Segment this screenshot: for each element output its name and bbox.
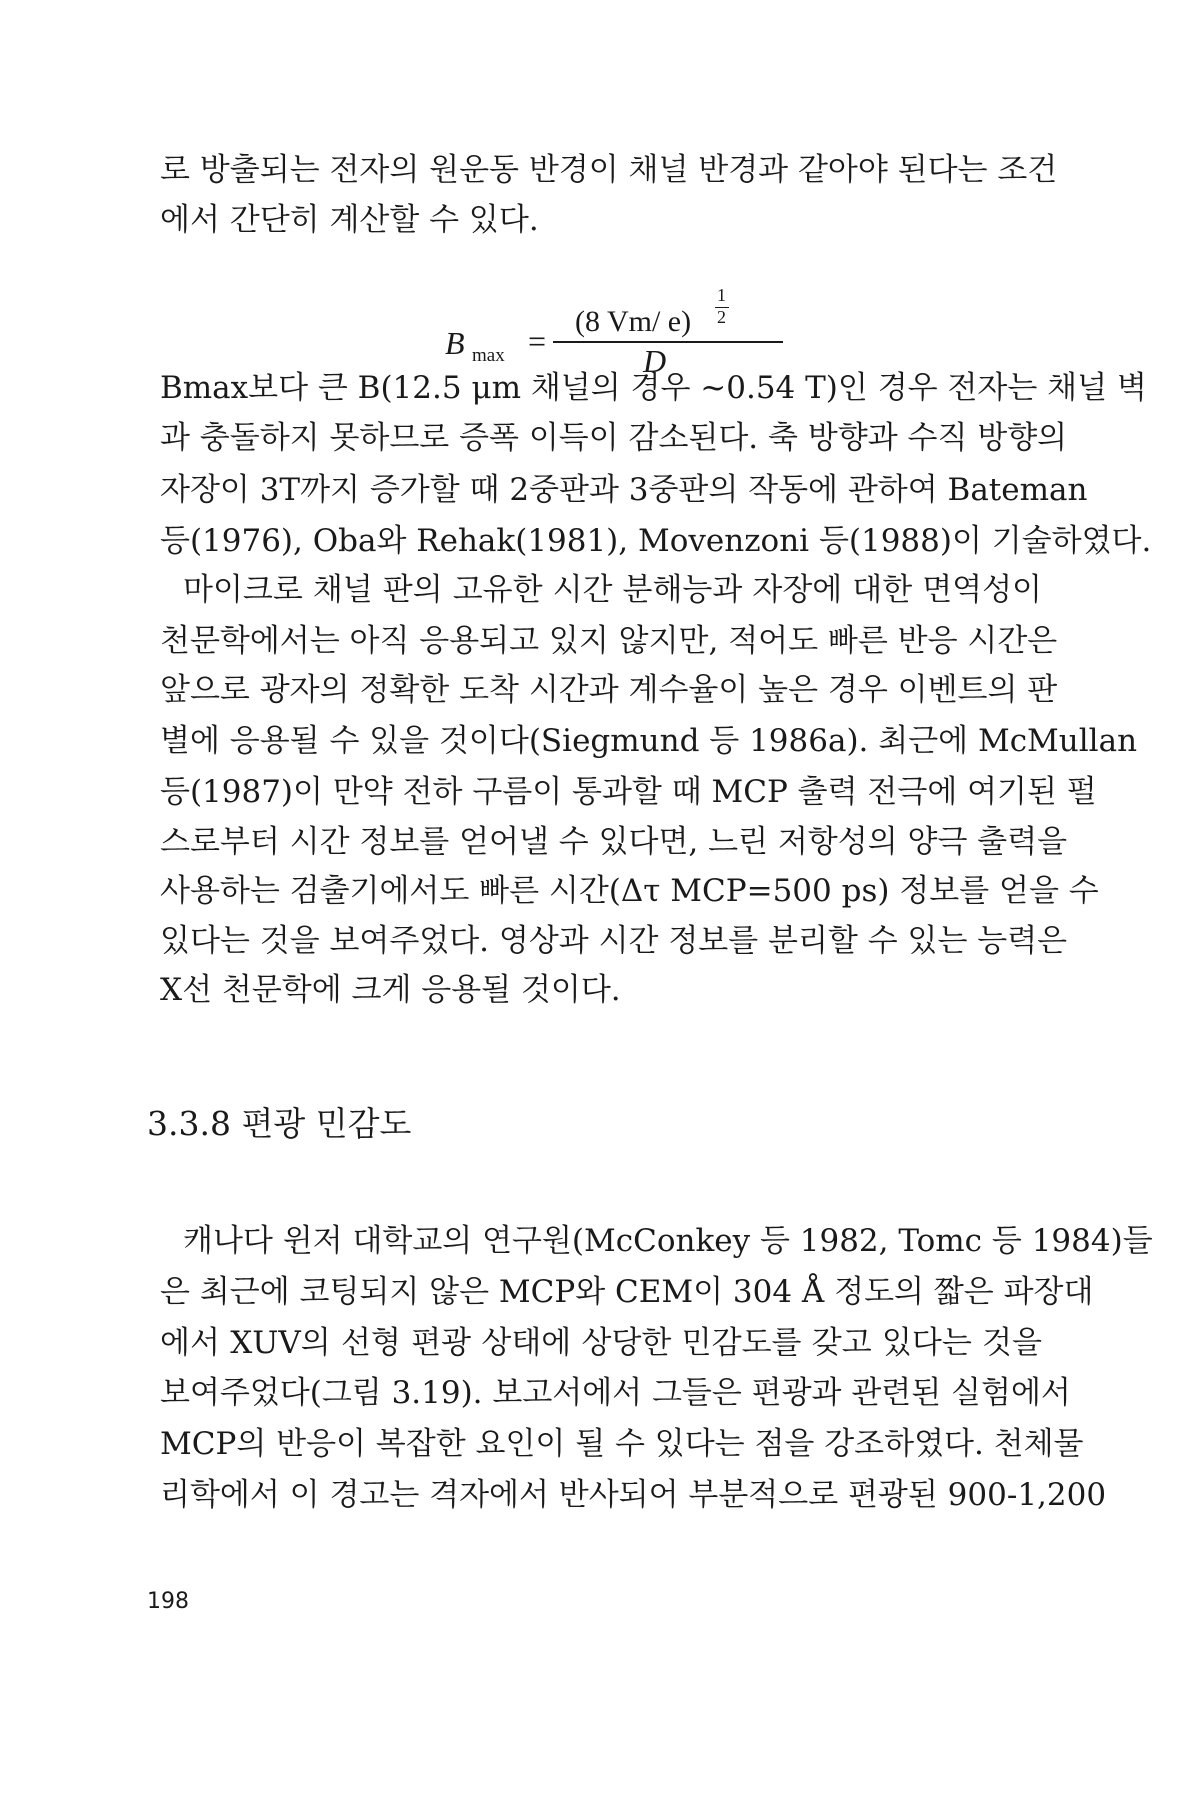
text-line: Bmax보다 큰 B(12.5 μm 채널의 경우 ~0.54 T)인 경우 전자는 채널 벽	[160, 370, 1147, 406]
text-line: 등(1987)이 만약 전하 구름이 통과할 때 MCP 출력 전극에 여기된 펄	[160, 774, 1097, 810]
text-line: 보여주었다(그림 3.19). 보고서에서 그들은 편광과 관련된 실험에서	[160, 1375, 1071, 1411]
equation-equals: =	[528, 323, 547, 359]
equation-lhs-subscript: max	[472, 345, 505, 366]
text-line: X선 천문학에 크게 응용될 것이다.	[160, 972, 621, 1008]
equation-exponent-numerator: 1	[717, 285, 726, 305]
text-line: 스로부터 시간 정보를 얻어낼 수 있다면, 느린 저항성의 양극 출력을	[160, 824, 1068, 860]
text-line: 사용하는 검출기에서도 빠른 시간(Δτ MCP=500 ps) 정보를 얻을 수	[160, 873, 1099, 909]
section-heading: 3.3.8 편광 민감도	[147, 1104, 412, 1143]
text-line: 리학에서 이 경고는 격자에서 반사되어 부분적으로 편광된 900-1,200	[160, 1477, 1107, 1513]
text-line: 에서 간단히 계산할 수 있다.	[160, 202, 539, 238]
text-line: 있다는 것을 보여주었다. 영상과 시간 정보를 분리할 수 있는 능력은	[160, 923, 1068, 959]
text-line: 등(1976), Oba와 Rehak(1981), Movenzoni 등(1988)이 기술하였다.	[160, 523, 1152, 559]
text-line: 자장이 3T까지 증가할 때 2중판과 3중판의 작동에 관하여 Bateman	[160, 472, 1088, 508]
equation-numerator: (8 Vm/ e)	[575, 305, 692, 338]
equation-denominator: D	[643, 343, 667, 379]
text-line: 에서 XUV의 선형 편광 상태에 상당한 민감도를 갖고 있다는 것을	[160, 1325, 1042, 1361]
text-line: 천문학에서는 아직 응용되고 있지 않지만, 적어도 빠른 반응 시간은	[160, 623, 1058, 659]
text-line: 로 방출되는 전자의 원운동 반경이 채널 반경과 같아야 된다는 조건	[160, 152, 1058, 188]
text-line: MCP의 반응이 복잡한 요인이 될 수 있다는 점을 강조하였다. 천체물	[160, 1426, 1084, 1462]
equation-lhs: B	[445, 325, 465, 361]
equation-fraction-bar	[553, 341, 783, 343]
text-line: 은 최근에 코팅되지 않은 MCP와 CEM이 304 Å 정도의 짧은 파장대	[160, 1274, 1094, 1310]
text-line: 별에 응용될 수 있을 것이다(Siegmund 등 1986a). 최근에 McMullan	[160, 723, 1138, 759]
page-number: 198	[147, 1589, 189, 1614]
equation-exponent-denominator: 2	[717, 307, 726, 327]
text-line: 캐나다 윈저 대학교의 연구원(McConkey 등 1982, Tomc 등 1984)들	[183, 1223, 1153, 1259]
text-line: 과 충돌하지 못하므로 증폭 이득이 감소된다. 축 방향과 수직 방향의	[160, 420, 1068, 456]
text-line: 앞으로 광자의 정확한 도착 시간과 계수율이 높은 경우 이벤트의 판	[160, 672, 1058, 708]
text-line: 마이크로 채널 판의 고유한 시간 분해능과 자장에 대한 면역성이	[183, 572, 1042, 608]
